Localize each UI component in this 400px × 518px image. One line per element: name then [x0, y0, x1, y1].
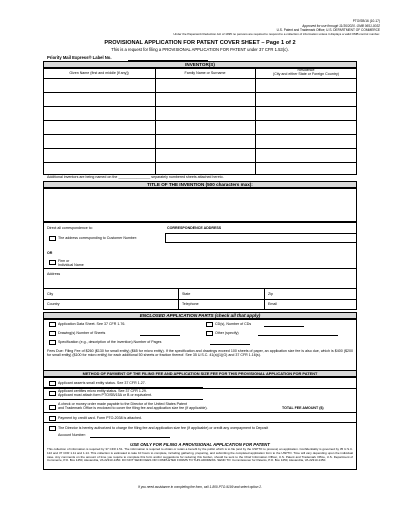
customer-number-field[interactable] [165, 233, 357, 243]
ads-checkbox[interactable] [49, 322, 56, 327]
ads-label: Application Data Sheet. See 37 CFR 1.76. [58, 322, 126, 326]
or-label: OR [47, 251, 53, 255]
approval-text: Approved for use through 11/30/2020. OMB 0651-0032 [302, 24, 380, 28]
account-number-label: Account Number: [58, 433, 86, 437]
country-label: Country [47, 302, 60, 306]
drawings-label: Drawing(s) Number of Sheets [58, 331, 106, 335]
address-label: Address [47, 272, 61, 276]
drawings-checkbox[interactable] [49, 331, 56, 336]
small-entity-label: Applicant asserts small entity status. See 37 CFR 1.27. [58, 381, 146, 385]
row-line [43, 162, 357, 163]
check-enclosed-checkbox[interactable] [49, 405, 56, 410]
row-line [43, 399, 203, 400]
inventors-col-surname: Family Name or Surname [184, 71, 226, 75]
inventors-col-residence: Residence [297, 68, 315, 72]
additional-inventors-text: Additional inventors are being named on the ________________ separately numbered sheets attached hereto. [47, 175, 224, 179]
other-checkbox[interactable] [206, 331, 213, 336]
col-divider [255, 68, 256, 175]
row-line [43, 412, 357, 413]
micro-entity-note: Applicant must attach form PTO/SB/15A or B or equivalent. [58, 393, 153, 397]
inventors-header: INVENTOR(S) [43, 61, 357, 68]
payment-header: METHOD OF PAYMENT OF THE FILING FEE AND APPLICATION SIZE FEE FOR THIS PROVISIONAL APPLICATION FOR PATENT [43, 370, 357, 377]
row-line [43, 148, 357, 149]
telephone-label: Telephone [182, 302, 199, 306]
credit-card-label: Payment by credit card. Form PTO-2038 is attached. [58, 416, 143, 420]
zip-label: Zip [268, 292, 273, 296]
micro-entity-checkbox[interactable] [49, 391, 56, 396]
spec-checkbox[interactable] [49, 340, 56, 345]
express-label: Priority Mail Express® Label No. [47, 55, 112, 60]
small-entity-checkbox[interactable] [49, 381, 56, 386]
spec-label: Specification (e.g., description of the invention) Number of Pages [58, 340, 162, 344]
customer-number-label: The address corresponding to Customer Number: [58, 236, 138, 240]
row-line [43, 134, 357, 135]
firm-checkbox[interactable] [49, 260, 56, 265]
paperwork-text: Under the Paperwork Reduction Act of 1995 no persons are required to respond to a collection of information unless it displays a valid OMB control number. [173, 32, 380, 36]
cds-checkbox[interactable] [206, 322, 213, 327]
firm-or-label: Firm or [58, 259, 70, 263]
col-divider [155, 68, 156, 175]
credit-card-checkbox[interactable] [49, 416, 56, 421]
burden-statement: This collection of information is required by 37 CFR 1.51. The information is required to obtain or retain a benefit by the public which is to file (and by the USPTO to process) an application. Confidentiality is governed by 35 U.S.C. 122 and 37 CFR 1.11 and 1.14. This collection is estimated to take 10 hours to complete, including gathering, preparing, and submitting the completed application form to the USPTO. Time will vary depending upon the individual case. Any comments on the amount of time you require to complete this form and/or suggestions for reducing this burden, should be sent to the Chief Information Officer, U.S. Patent and Trademark Office, U.S. Department of Commerce, P.O. Box 1450, Alexandria, VA 22313-1450. DO NOT SEND FEES OR COMPLETED FORMS TO THIS ADDRESS. SEND TO: Commissioner for Patents, P.O. Box 1450, Alexandria, VA 22313-1450. [47, 447, 353, 463]
inventors-col-name: Given Name (first and middle [if any]) [69, 71, 129, 75]
cds-label: CD(s), Number of CDs [215, 322, 252, 326]
state-label: State [182, 292, 191, 296]
use-only-notice: USE ONLY FOR FILING A PROVISIONAL APPLICATION FOR PATENT [130, 442, 270, 447]
other-specify-line[interactable] [258, 335, 338, 336]
check-enclosed-label: A check or money order made payable to the Director of the United States Patent [58, 402, 188, 406]
drawings-count-line[interactable] [140, 335, 180, 336]
row-line [43, 92, 357, 93]
city-label: City [47, 292, 54, 296]
row-line [43, 422, 357, 423]
form-id: PTO/SB/16 (10-17) [352, 19, 380, 23]
other-label: Other (specify) [215, 331, 239, 335]
individual-name-label: Individual Name [58, 263, 84, 267]
email-label: Email [268, 302, 277, 306]
spec-pages-line[interactable] [210, 344, 250, 345]
account-number-line[interactable] [90, 437, 170, 438]
micro-entity-label: Applicant certifies micro entity status. See 37 CFR 1.29. [58, 389, 147, 393]
direct-correspondence-label: Direct all correspondence to: [47, 226, 93, 230]
row-line [43, 299, 357, 300]
page-title: PROVISIONAL APPLICATION FOR PATENT COVER SHEET – Page 1 of 2 [104, 40, 296, 46]
correspondence-address-label: CORRESPONDENCE ADDRESS [167, 226, 222, 230]
fees-due-text: Fees Due: Filing Fee of $260 ($130 for small entity) ($65 for micro entity). If the specification and drawings exceed 100 sheets of paper, an application size fee is also due, which is $400 ($200 for small entity) ($100 for micro entity) for each additional 50 sheets or fraction thereof. See 35 U.S.C. 41(a)(1)(G) and 37 CFR 1.16(s). [47, 349, 353, 358]
inventors-col-residence-sub: (City and either State or Foreign Country) [273, 72, 339, 76]
total-fee-label: TOTAL FEE AMOUNT ($) [282, 406, 324, 410]
check-enclosed-label-2: and Trademark Office is enclosed to cover the filing fee and application size fee (if applicable). [58, 406, 208, 410]
row-line [43, 106, 357, 107]
invention-title-field[interactable] [43, 188, 357, 222]
agency-text: U.S. Patent and Trademark Office; U.S. DEPARTMENT OF COMMERCE [276, 28, 380, 32]
page-subtitle: This is a request for filing a PROVISIONAL APPLICATION FOR PATENT under 37 CFR 1.53(c). [111, 47, 289, 52]
inventors-table [43, 68, 357, 175]
title-section-header: TITLE OF THE INVENTION (500 characters max): [43, 181, 357, 188]
enclosed-header: ENCLOSED APPLICATION PARTS (check all that apply) [43, 312, 357, 319]
deposit-account-label: The Director is hereby authorized to charge the filing fee and application size fee (if applicable) or credit any overpayment to Deposit [58, 426, 269, 430]
row-line [43, 288, 357, 289]
customer-number-checkbox[interactable] [49, 236, 56, 241]
cds-count-line[interactable] [264, 326, 304, 327]
deposit-account-checkbox[interactable] [49, 426, 56, 431]
row-line [43, 268, 357, 269]
row-line [43, 387, 203, 388]
row-line [43, 78, 357, 79]
assistance-text: If you need assistance in completing the form, call 1-800-PTO-9199 and select option 2. [138, 485, 262, 489]
row-line [43, 120, 357, 121]
